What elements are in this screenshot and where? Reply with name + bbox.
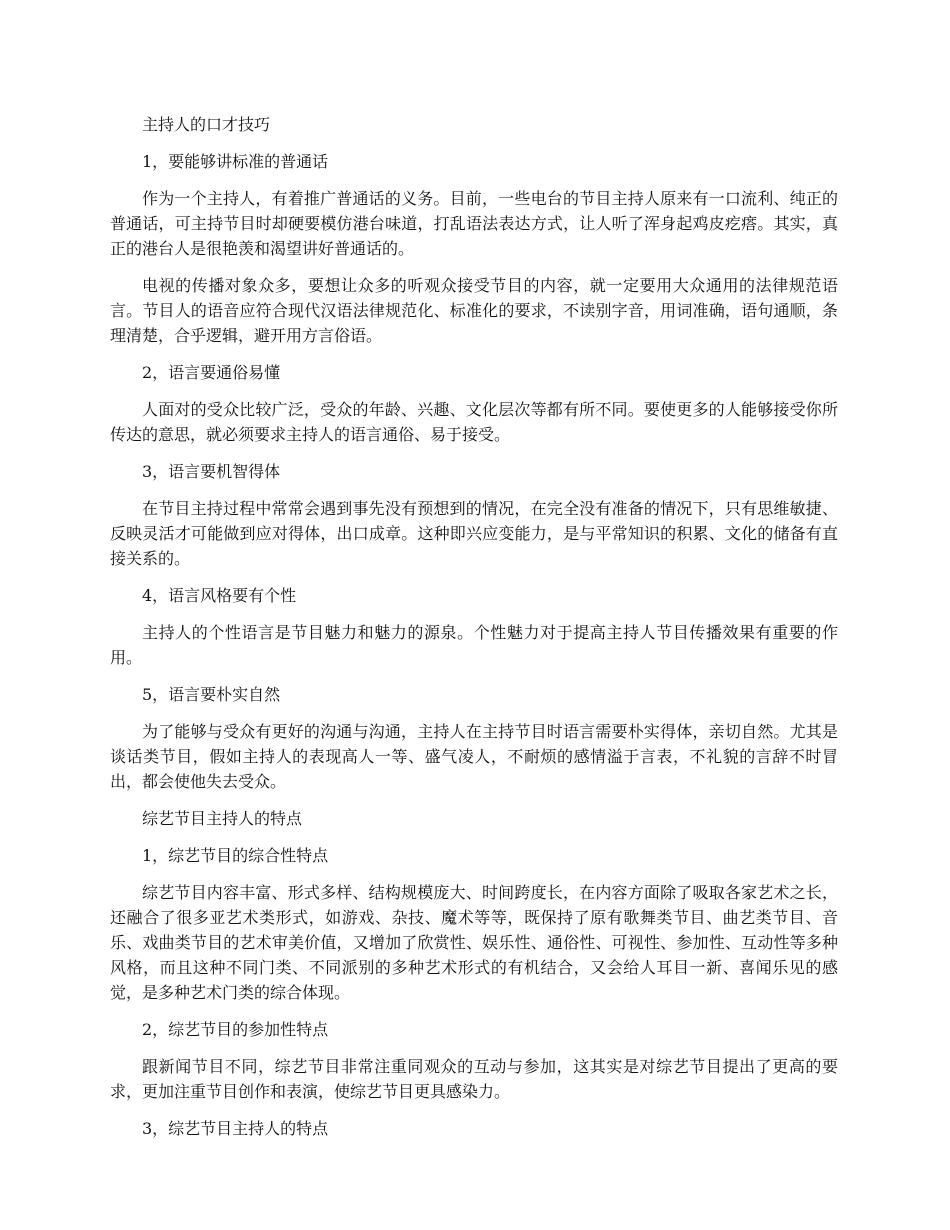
body-paragraph: 作为一个主持人，有着推广普通话的义务。目前，一些电台的节目主持人原来有一口流利、纯正的普通话，可主持节目时却硬要模仿港台味道，打乱语法表达方式，让人听了浑身起鸡皮疙瘩。其实，真正的港台人是很艳羡和渴望讲好普通话的。: [110, 189, 838, 258]
section-heading: 3，综艺节目主持人的特点: [142, 1119, 329, 1138]
section-heading: 4，语言风格要有个性: [142, 586, 297, 605]
section-heading: 2，综艺节目的参加性特点: [142, 1020, 329, 1039]
section-heading: 5，语言要朴实自然: [142, 685, 281, 704]
body-paragraph: 综艺节目内容丰富、形式多样、结构规模庞大、时间跨度长，在内容方面除了吸取各家艺术之长，还融合了很多亚艺术类形式，如游戏、杂技、魔术等等，既保持了原有歌舞类节目、曲艺类节目、音乐、戏曲类节目的艺术审美价值，又增加了欣赏性、娱乐性、通俗性、可视性、参加性、互动性等多种风格，而且这种不同门类、不同派别的多种艺术形式的有机结合，又会给人耳目一新、喜闻乐见的感觉，是多种艺术门类的综合体现。: [110, 883, 838, 1002]
section-heading: 2，语言要通俗易懂: [142, 363, 281, 382]
section-title: 综艺节目主持人的特点: [142, 809, 303, 828]
body-paragraph: 电视的传播对象众多，要想让众多的听观众接受节目的内容，就一定要用大众通用的法律规范语言。节目人的语音应符合现代汉语法律规范化、标准化的要求，不读别字音，用词准确，语句通顺，条理清楚，合乎逻辑，避开用方言俗语。: [110, 276, 838, 345]
document-page: [110, 112, 838, 1153]
body-paragraph: 跟新闻节目不同，综艺节目非常注重同观众的互动与参加，这其实是对综艺节目提出了更高的要求，更加注重节目创作和表演，使综艺节目更具感染力。: [110, 1057, 838, 1101]
body-paragraph: 人面对的受众比较广泛，受众的年龄、兴趣、文化层次等都有所不同。要使更多的人能够接受你所传达的意思，就必须要求主持人的语言通俗、易于接受。: [110, 400, 838, 444]
section-heading: 1，综艺节目的综合性特点: [142, 846, 329, 865]
section-heading: 1，要能够讲标准的普通话: [142, 152, 329, 171]
body-paragraph: 为了能够与受众有更好的沟通与沟通，主持人在主持节目时语言需要朴实得体，亲切自然。尤其是谈话类节目，假如主持人的表现高人一等、盛气凌人，不耐烦的感情溢于言表，不礼貌的言辞不时冒出，都会使他失去受众。: [110, 722, 838, 791]
doc-title: 主持人的口才技巧: [142, 115, 271, 134]
body-paragraph: 在节目主持过程中常常会遇到事先没有预想到的情况，在完全没有准备的情况下，只有思维敏捷、反映灵活才可能做到应对得体，出口成章。这种即兴应变能力，是与平常知识的积累、文化的储备有直接关系的。: [110, 499, 838, 568]
section-heading: 3，语言要机智得体: [142, 462, 281, 481]
body-paragraph: 主持人的个性语言是节目魅力和魅力的源泉。个性魅力对于提高主持人节目传播效果有重要的作用。: [110, 623, 838, 667]
